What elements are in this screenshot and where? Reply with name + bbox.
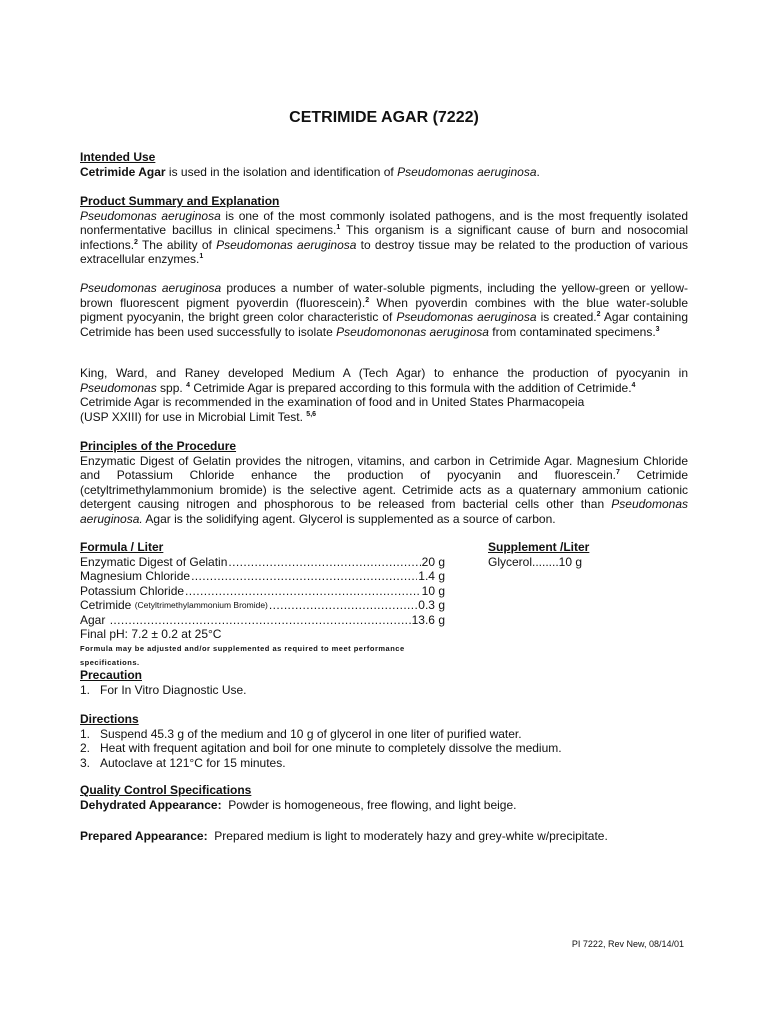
directions-heading: Directions	[80, 712, 139, 726]
leader-dots	[191, 569, 417, 584]
reference-superscript: 1	[199, 253, 204, 260]
list-text: Heat with frequent agitation and boil for one minute to completely dissolve the medium.	[100, 741, 562, 755]
list-item	[80, 756, 688, 771]
text-run: produces a number of water-soluble pigments, including the yellow-green or yellow-brown fluorescent pigment pyoverdin (fluorescein).	[80, 281, 688, 310]
product-summary-heading: Product Summary and Explanation	[80, 194, 280, 208]
prepared-text: Prepared medium is light to moderately hazy and grey-white w/precipitate.	[207, 829, 608, 843]
text-run: is one of the most commonly isolated pathogens, and is the most frequently isolated nonfermentative bacillus in clinical specimens.	[80, 208, 688, 237]
reference-superscript: 2	[365, 296, 370, 304]
supplement-line: Glycerol........10 g	[488, 554, 583, 569]
reference-superscript: 1	[336, 224, 341, 231]
text-run: is created.	[536, 310, 597, 324]
list-item	[80, 727, 688, 742]
precaution-section	[80, 668, 688, 697]
text-run: Enzymatic Digest of Gelatin provides the nitrogen, vitamins, and carbon in Cetrimide Agar. Magnesium Chloride and Potassium Chloride enhance the production of pyocyanin and fluorescein.	[80, 453, 688, 482]
supplement-heading: Supplement /Liter	[488, 540, 590, 554]
document-title: CETRIMIDE AGAR (7222)	[289, 109, 479, 126]
ingredient-amount: 1.4 g	[418, 569, 445, 583]
ingredient-amount: 13.6 g	[411, 612, 445, 627]
reference-superscript: 3	[655, 325, 660, 333]
document-footer: PI 7222, Rev New, 08/14/01	[571, 939, 684, 949]
intended-use-body: is used in the isolation and identification of	[165, 164, 398, 179]
formula-row	[80, 569, 445, 584]
list-number: 3.	[80, 755, 91, 770]
text-run: Agar containing Cetrimide has been used successfully to isolate	[80, 310, 689, 339]
list-text: Autoclave at 121°C for 15 minutes.	[100, 755, 286, 770]
list-item	[80, 741, 688, 756]
directions-section	[80, 712, 688, 770]
principles-heading: Principles of the Procedure	[80, 439, 237, 453]
italic-term: Pseudomonas aeruginosa	[216, 237, 357, 252]
formula-heading: Formula / Liter	[80, 540, 164, 554]
product-name: Cetrimide Agar	[80, 164, 166, 179]
summary-paragraph-2	[80, 281, 688, 339]
list-item	[80, 683, 688, 698]
intended-use-heading: Intended Use	[80, 150, 156, 164]
prepared-label: Prepared Appearance:	[80, 829, 208, 843]
formula-row	[80, 598, 445, 613]
formula-row	[80, 555, 445, 570]
text-run: to destroy tissue may be related to the production of various extracellular enzymes.	[80, 237, 688, 266]
formula-rows	[80, 555, 445, 628]
italic-term: Pseudomonas	[80, 380, 157, 395]
text-run: spp.	[156, 380, 187, 395]
list-text: Suspend 45.3 g of the medium and 10 g of glycerol in one liter of purified water.	[100, 726, 522, 741]
text-run: This organism is a significant cause of burn and nosocomial infections.	[80, 223, 688, 252]
text-run: The ability of	[137, 237, 217, 252]
text-run: Cetrimide Agar is recommended in the examination of food and in United States Pharmacopeia	[80, 395, 585, 409]
italic-term: Pseudomonas aeruginosa.	[80, 497, 688, 526]
italic-term: Pseudomonas aeruginosa	[396, 310, 537, 324]
text-run: Cetrimide (cetyltrimethylammonium bromide) is the selective agent. Cetrimide acts as a quaternary ammonium cationic detergent causing nitrogen and phosphorous to be released from bacterial cells other than	[80, 468, 689, 511]
ingredient-note: (Cetyltrimethylammonium Bromide)	[134, 600, 268, 610]
leader-dots	[269, 598, 417, 613]
dehydrated-appearance	[80, 798, 688, 813]
italic-term: Pseudomononas aeruginosa	[336, 324, 489, 339]
prepared-appearance-block	[80, 829, 688, 844]
summary-paragraph-3	[80, 366, 688, 424]
principles-section	[80, 439, 688, 526]
precaution-list	[80, 683, 688, 698]
dehydrated-label: Dehydrated Appearance:	[80, 797, 222, 812]
formula-row	[80, 584, 445, 599]
leader-dots	[228, 555, 420, 570]
ingredient-name: Potassium Chloride	[80, 583, 185, 598]
leader-dots	[110, 613, 411, 628]
prepared-appearance	[80, 829, 688, 844]
list-number: 1.	[80, 682, 91, 697]
text-run: King, Ward, and Raney developed Medium A (Tech Agar) to enhance the production of pyocyanin in	[80, 366, 688, 380]
text-run: (USP XXIII) for use in Microbial Limit Test.	[80, 409, 307, 424]
ingredient-name: Enzymatic Digest of Gelatin	[80, 554, 228, 569]
summary-paragraph-3-block	[80, 366, 688, 424]
list-number: 2.	[80, 741, 91, 755]
text-run: Cetrimide Agar is prepared according to this formula with the addition of Cetrimide.	[189, 380, 632, 395]
reference-superscript: 7	[615, 469, 620, 476]
precaution-heading: Precaution	[80, 668, 143, 682]
reference-superscript: 4	[631, 381, 636, 389]
reference-superscript: 5,6	[306, 410, 317, 418]
ingredient-amount: 20 g	[421, 554, 445, 569]
qc-heading: Quality Control Specifications	[80, 783, 252, 797]
italic-term: Pseudomonas aeruginosa	[80, 281, 222, 295]
ingredient-amount: 0.3 g	[418, 598, 445, 612]
ingredient-amount: 10 g	[421, 583, 445, 598]
qc-section	[80, 783, 688, 812]
organism-name: Pseudomonas aeruginosa	[397, 164, 537, 179]
ingredient-name: Agar	[80, 612, 109, 627]
leader-dots	[185, 584, 421, 599]
intended-use-end: .	[536, 164, 540, 179]
reference-superscript: 2	[596, 311, 601, 318]
ingredient-name: Cetrimide	[80, 598, 135, 612]
intended-use-section	[80, 150, 688, 179]
summary-paragraph-1	[80, 209, 688, 267]
final-ph: Final pH: 7.2 ± 0.2 at 25°C	[80, 627, 222, 641]
directions-list	[80, 727, 688, 771]
text-run: from contaminated specimens.	[488, 324, 656, 339]
dehydrated-text: Powder is homogeneous, free flowing, and light beige.	[221, 797, 517, 812]
formula-row	[80, 613, 445, 628]
ingredient-name: Magnesium Chloride	[80, 569, 191, 583]
summary-paragraph-2-block	[80, 281, 688, 339]
list-number: 1.	[80, 726, 91, 741]
principles-paragraph	[80, 454, 688, 527]
reference-superscript: 2	[134, 238, 138, 246]
italic-term: Pseudomonas aeruginosa	[80, 208, 221, 223]
text-run: When pyoverdin combines with the blue water-soluble pigment pyocyanin, the bright green color characteristic of	[80, 295, 688, 324]
intended-use-text	[80, 165, 688, 180]
supplement-section	[488, 540, 668, 569]
text-run: Agar is the solidifying agent. Glycerol is supplemented as a source of carbon.	[142, 511, 556, 526]
formula-section	[80, 540, 445, 671]
product-summary-section	[80, 194, 688, 267]
formula-footnote: Formula may be adjusted and/or supplemented as required to meet performance specifications.	[80, 643, 405, 667]
reference-superscript: 4	[186, 381, 190, 389]
list-text: For In Vitro Diagnostic Use.	[100, 682, 247, 697]
